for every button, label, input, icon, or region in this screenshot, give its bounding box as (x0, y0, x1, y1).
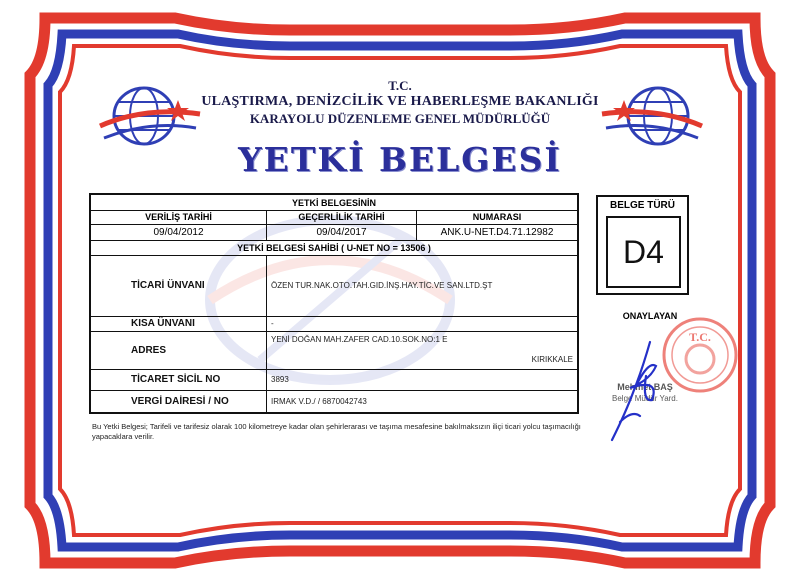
address-label: ADRES (131, 344, 167, 356)
tax-value: IRMAK V.D./ / 6870042743 (266, 390, 577, 412)
holder-title-row (91, 240, 577, 256)
tax-row (91, 390, 577, 412)
registry-value: 3893 (266, 369, 577, 390)
address-value-cell (266, 331, 577, 369)
short-name-label: KISA ÜNVANI (131, 318, 195, 329)
scope-note: Bu Yetki Belgesi; Tarifeli ve tarifesiz olarak 100 kilometreye kadar olan şehirlerarası ve taşıma mesafesine bakılmaksızın iliçi ticari yolcu taşımacılığı yapacaklara verilir. (92, 422, 581, 441)
tax-label: VERGİ DAİRESİ / NO (131, 395, 229, 407)
trade-name-label: TİCARİ ÜNVANI (131, 280, 205, 291)
address-city: KIRIKKALE (531, 355, 573, 364)
short-name-value: - (266, 316, 577, 331)
signer-name: Mehmet BAŞ (617, 382, 673, 392)
stamp-text: T.C. (689, 330, 711, 344)
header-tc: T.C. (388, 78, 412, 93)
certificate-table (89, 193, 579, 414)
certificate-number: ANK.U-NET.D4.71.12982 (416, 224, 577, 240)
ministry-name: ULAŞTIRMA, DENİZCİLİK VE HABERLEŞME BAKANLIĞI (201, 94, 599, 109)
signer-title: Belge Müdür Yard. (612, 394, 678, 403)
document-title: YETKİ BELGESİ (238, 140, 562, 179)
col-valid-date-header: GEÇERLİLİK TARİHİ (266, 210, 416, 224)
col-issue-date-header: VERİLİŞ TARİHİ (145, 212, 212, 222)
table-values-row (91, 224, 577, 241)
registry-label: TİCARET SİCİL NO (131, 374, 221, 385)
col-number-header: NUMARASI (416, 210, 577, 224)
approver-label: ONAYLAYAN (622, 311, 678, 321)
holder-title: YETKİ BELGESİ SAHİBİ ( U-NET NO = 13506 ) (237, 242, 431, 253)
section-title: YETKİ BELGESİNİN (291, 197, 376, 208)
table-header-row (91, 210, 577, 225)
trade-name-row (91, 255, 577, 317)
trade-name-value: ÖZEN TUR.NAK.OTO.TAH.GID.İNŞ.HAY.TİC.VE SAN.LTD.ŞT (266, 255, 577, 316)
directorate-name: KARAYOLU DÜZENLEME GENEL MÜDÜRLÜĞÜ (249, 111, 551, 126)
address-line: YENİ DOĞAN MAH.ZAFER CAD.10.SOK.NO:1 E (271, 335, 448, 344)
registry-row (91, 369, 577, 391)
issue-date: 09/04/2012 (153, 226, 204, 238)
document-type-label: BELGE TÜRÜ (610, 200, 675, 211)
table-section-title-row (91, 195, 577, 211)
valid-date: 09/04/2017 (266, 224, 416, 240)
document-type-value: D4 (606, 216, 681, 288)
handwritten-signature-icon (590, 330, 680, 450)
short-name-row (91, 316, 577, 332)
address-row (91, 331, 577, 370)
